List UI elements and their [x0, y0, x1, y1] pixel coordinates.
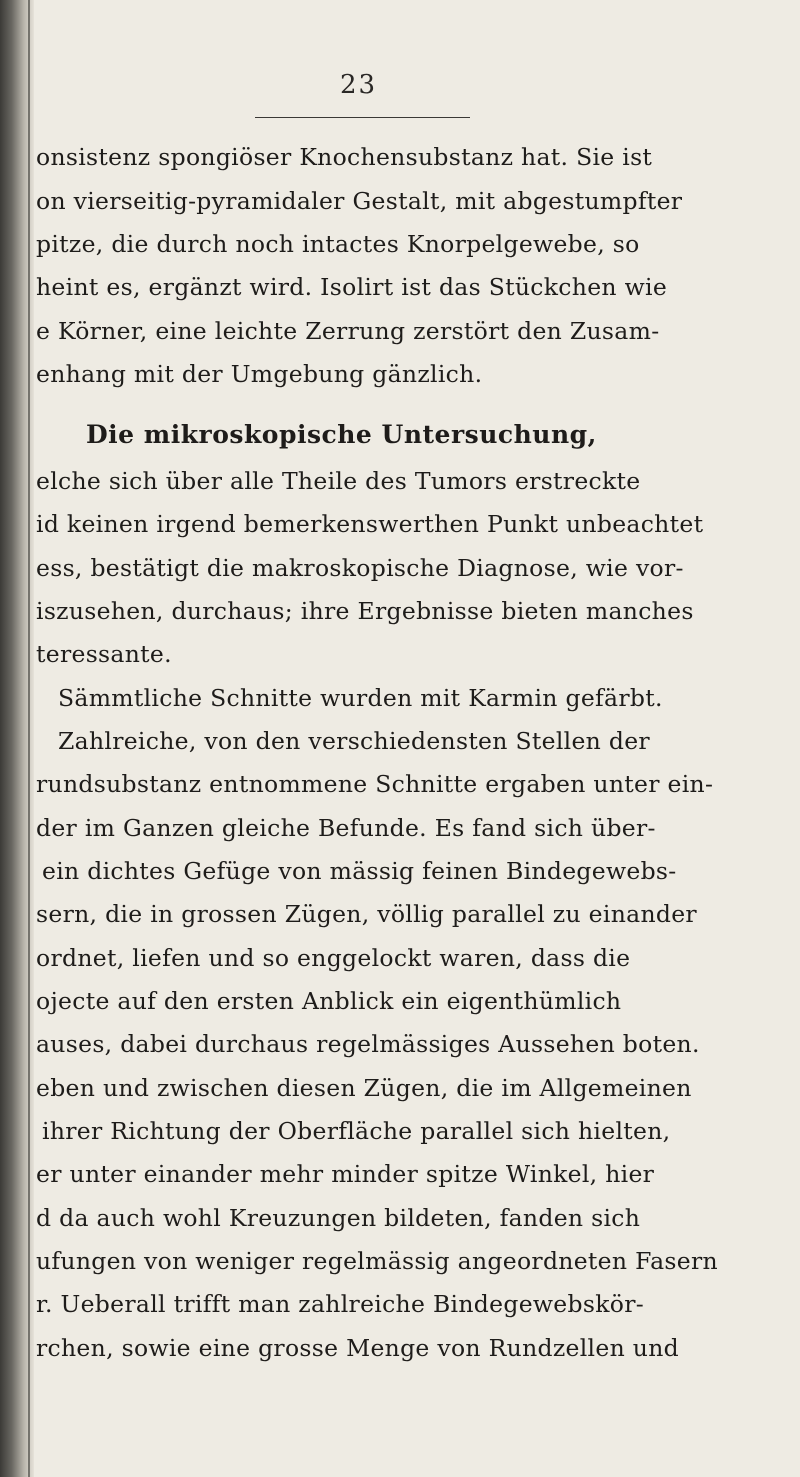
text-line: ufungen von weniger regelmässig angeordneten Fasern: [36, 1247, 718, 1275]
text-line: rundsubstanz entnommene Schnitte ergaben unter ein-: [36, 770, 714, 798]
text-line: heint es, ergänzt wird. Isolirt ist das Stückchen wie: [36, 273, 668, 301]
text-line: enhang mit der Umgebung gänzlich.: [36, 360, 483, 388]
text-line: ess, bestätigt die makroskopische Diagnose, wie vor-: [36, 554, 684, 582]
text-line: on vierseitig-pyramidaler Gestalt, mit abgestumpfter: [36, 187, 683, 215]
text-line: d da auch wohl Kreuzungen bildeten, fanden sich: [36, 1204, 641, 1232]
text-line: er unter einander mehr minder spitze Winkel, hier: [36, 1160, 655, 1188]
text-line: ojecte auf den ersten Anblick ein eigenthümlich: [36, 987, 622, 1015]
page-number-rule: [255, 117, 470, 118]
section-heading: Die mikroskopische Untersuchung,: [86, 420, 597, 449]
text-line: elche sich über alle Theile des Tumors erstreckte: [36, 467, 641, 495]
text-line: onsistenz spongiöser Knochensubstanz hat. Sie ist: [36, 143, 653, 171]
text-line: ein dichtes Gefüge von mässig feinen Bindegewebs-: [42, 857, 677, 885]
text-line: rchen, sowie eine grosse Menge von Rundzellen und: [36, 1334, 679, 1362]
text-line: ihrer Richtung der Oberfläche parallel sich hielten,: [42, 1117, 671, 1145]
text-line: e Körner, eine leichte Zerrung zerstört den Zusam-: [36, 317, 660, 345]
text-line: teressante.: [36, 640, 172, 668]
text-line: ordnet, liefen und so enggelockt waren, dass die: [36, 944, 631, 972]
gutter-line: [28, 0, 30, 1477]
text-line: auses, dabei durchaus regelmässiges Aussehen boten.: [36, 1030, 700, 1058]
text-line: sern, die in grossen Zügen, völlig parallel zu einander: [36, 900, 697, 928]
text-line: pitze, die durch noch intactes Knorpelgewebe, so: [36, 230, 640, 258]
page-number: 23: [340, 70, 378, 100]
text-line: iszusehen, durchaus; ihre Ergebnisse bieten manches: [36, 597, 694, 625]
text-line: r. Ueberall trifft man zahlreiche Bindegewebskör-: [36, 1290, 644, 1318]
text-line: Sämmtliche Schnitte wurden mit Karmin gefärbt.: [58, 684, 663, 712]
text-line: id keinen irgend bemerkenswerthen Punkt unbeachtet: [36, 510, 704, 538]
text-line: eben und zwischen diesen Zügen, die im Allgemeinen: [36, 1074, 692, 1102]
text-line: der im Ganzen gleiche Befunde. Es fand sich über-: [36, 814, 656, 842]
text-line: Zahlreiche, von den verschiedensten Stellen der: [58, 727, 650, 755]
